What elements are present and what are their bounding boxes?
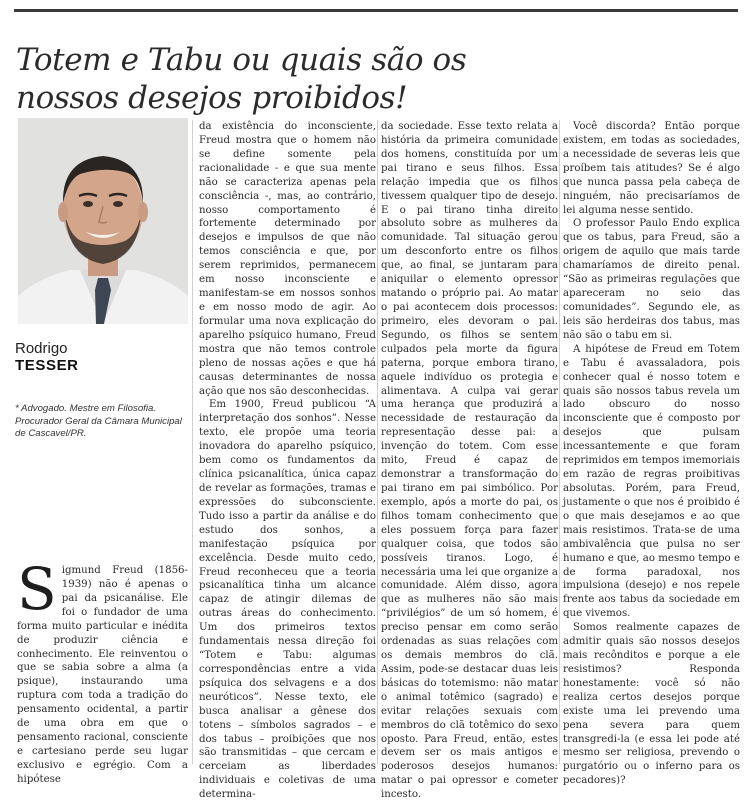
headline-line-2: nossos desejos proibidos! [16, 79, 408, 116]
headline-line-1: Totem e Tabu ou quais são os [16, 41, 467, 78]
column-divider [377, 120, 378, 764]
author-note: * Advogado. Mestre em Filosofia. Procurador Geral da Câmara Municipal de Cascavel/PR. [15, 403, 182, 440]
paragraph-text: igmund Freud (1856-1939) não é apenas o pai da psicanálise. Ele foi o fundador de uma forma muito particular e inédita de produzir ciência e conhecimento. Ele reinventou o que se sabia sobre a alma (a psique), instaurando uma ruptura com toda a tradição do pensamento ocidental, a partir de uma obra em que o pensamento racional, consciente e cartesiano perde seu lugar exclusivo e egrégio. Com a hipótese [17, 565, 188, 785]
author-first-name: Rodrigo [15, 340, 68, 357]
paragraph: Você discorda? Então porque existem, em todas as sociedades, a necessidade de severas leis que proíbem tais atitudes? Se é algo que nunca passa pela cabeça de ninguém, não precisaríamos de lei alguma nesse sentido. [563, 121, 740, 216]
author-photo [18, 118, 188, 324]
drop-cap: S [17, 555, 57, 623]
paragraph: A hipótese de Freud em Totem e Tabu é avassaladora, pois conhecer qual é nosso totem e quais são nossos tabus revela um lado obscuro do nosso inconsciente que é composto por desejos que pulsam incessantemente e que foram reprimidos em tempos imemoriais em razão de regras proibitivas absolutas. Porém, para Freud, justamente o que nos é proibido é o que mais desejamos e ao que mais resistimos. Trata-se de uma ambivalência que pulsa no ser humano e que, ao mesmo tempo e de forma paradoxal, nos impulsiona (desejo) e nos repele frente aos tabus da sociedade em que vivemos. [563, 343, 740, 620]
paragraph: da existência do inconsciente, Freud mostra que o homem não se define somente pela racionalidade - e que sua mente não se caracteriza apenas pela consciência -, mas, ao contrário, nosso comportamento é fortemente determinado por desejos e impulsos de que não temos consciência e que, por serem reprimidos, permanecem em nosso inconsciente e manifestam-se em nossos sonhos e em nosso modo de agir. Ao formular uma nova explicação do aparelho psíquico humano, Freud mostra que não temos controle pleno de nossas ações e que há causas determinantes de nossa ação que nos são desconhecidas. [199, 121, 376, 397]
article-headline [16, 41, 576, 117]
column-divider [559, 120, 560, 764]
top-rule [14, 9, 738, 12]
author-last-name: TESSER [15, 357, 79, 374]
paragraph: O professor Paulo Endo explica que os tabus, para Freud, são a origem de aquilo que mais tarde chamaríamos de direito penal. “São as primeiras regulações que apareceram no seio das comunidades”. Segundo ele, as leis são herdeiras dos tabus, mas não são o tabu em si. [563, 218, 740, 341]
article-column-1 [17, 555, 188, 785]
article-column-3 [381, 120, 558, 801]
paragraph: Em 1900, Freud publicou “A interpretação dos sonhos”. Nesse texto, ele propõe uma teoria inovadora do aparelho psíquico, bem como os fundamentos da clínica psicanalítica, única capaz de revelar as formações, tramas e expressões do subconsciente. Tudo isso a partir da análise e do estudo dos sonhos, a manifestação psíquica por excelência. Desde muito cedo, Freud reconheceu que a teoria psicanalítica tinha um alcance capaz de atingir dilemas de outras áreas do conhecimento. Um dos primeiros textos fundamentais nessa direção foi “Totem e Tabu: algumas correspondências entre a vida psíquica dos selvagens e a dos neuróticos”. Nesse texto, ele busca analisar a gênese dos totens – símbolos sagrados – e dos tabus – proibições que nos são transmitidas – que cercam e cerceiam as liberdades individuais e coletivas de uma determina- [199, 399, 376, 801]
article-column-2 [199, 120, 376, 801]
column-divider [192, 120, 193, 764]
article-column-4 [563, 120, 740, 787]
paragraph: Somos realmente capazes de admitir quais são nossos desejos mais recônditos e porque a ele resistimos? Responda honestamente: você só não realiza certos desejos porque existe uma lei prevendo uma pena severa para quem transgredi-la (e essa lei pode até mesmo ser religiosa, prevendo o purgatório ou o inferno para os pecadores)? [563, 622, 740, 787]
paragraph: da sociedade. Esse texto relata a história da primeira comunidade dos homens, constituída por um pai tirano e seus filhos. Essa relação impedia que os filhos tivessem qualquer tipo de desejo. E o pai tirano tinha direito absoluto sobre as mulheres da comunidade. Tal situação gerou um desconforto entre os filhos que, ao final, se juntaram para aniquilar o elemento opressor matando o próprio pai. Ao matar o pai acontecem dois processos: primeiro, eles devoram o pai. Segundo, os filhos se sentem culpados pela morte da figura paterna, porque embora tirano, aquele indivíduo os protegia e alimentava. A culpa vai gerar uma herança que produzirá a necessidade de restauração da representação desse pai: a invenção do totem. Com esse mito, Freud é capaz de demonstrar a transformação do pai tirano em pai simbólico. Por exemplo, após a morte do pai, os filhos tomam conhecimento que eles possuem força para fazer qualquer coisa, que todos são possíveis tiranos. Logo, é necessária uma lei que organize a comunidade. Além disso, agora que as mulheres não são mais “privilégios” de um só homem, é preciso pensar em como serão ordenadas as suas relações com os demais membros do clã. Assim, pode-se destacar duas leis básicas do totemismo: não matar o animal totêmico (sagrado) e evitar relações sexuais com membros do clã totêmico do sexo oposto. Para Freud, então, estes devem ser os mais antigos e poderosos desejos humanos: matar o pai opressor e cometer incesto. [381, 121, 558, 801]
paragraph [17, 555, 188, 787]
author-portrait-image [18, 118, 188, 324]
